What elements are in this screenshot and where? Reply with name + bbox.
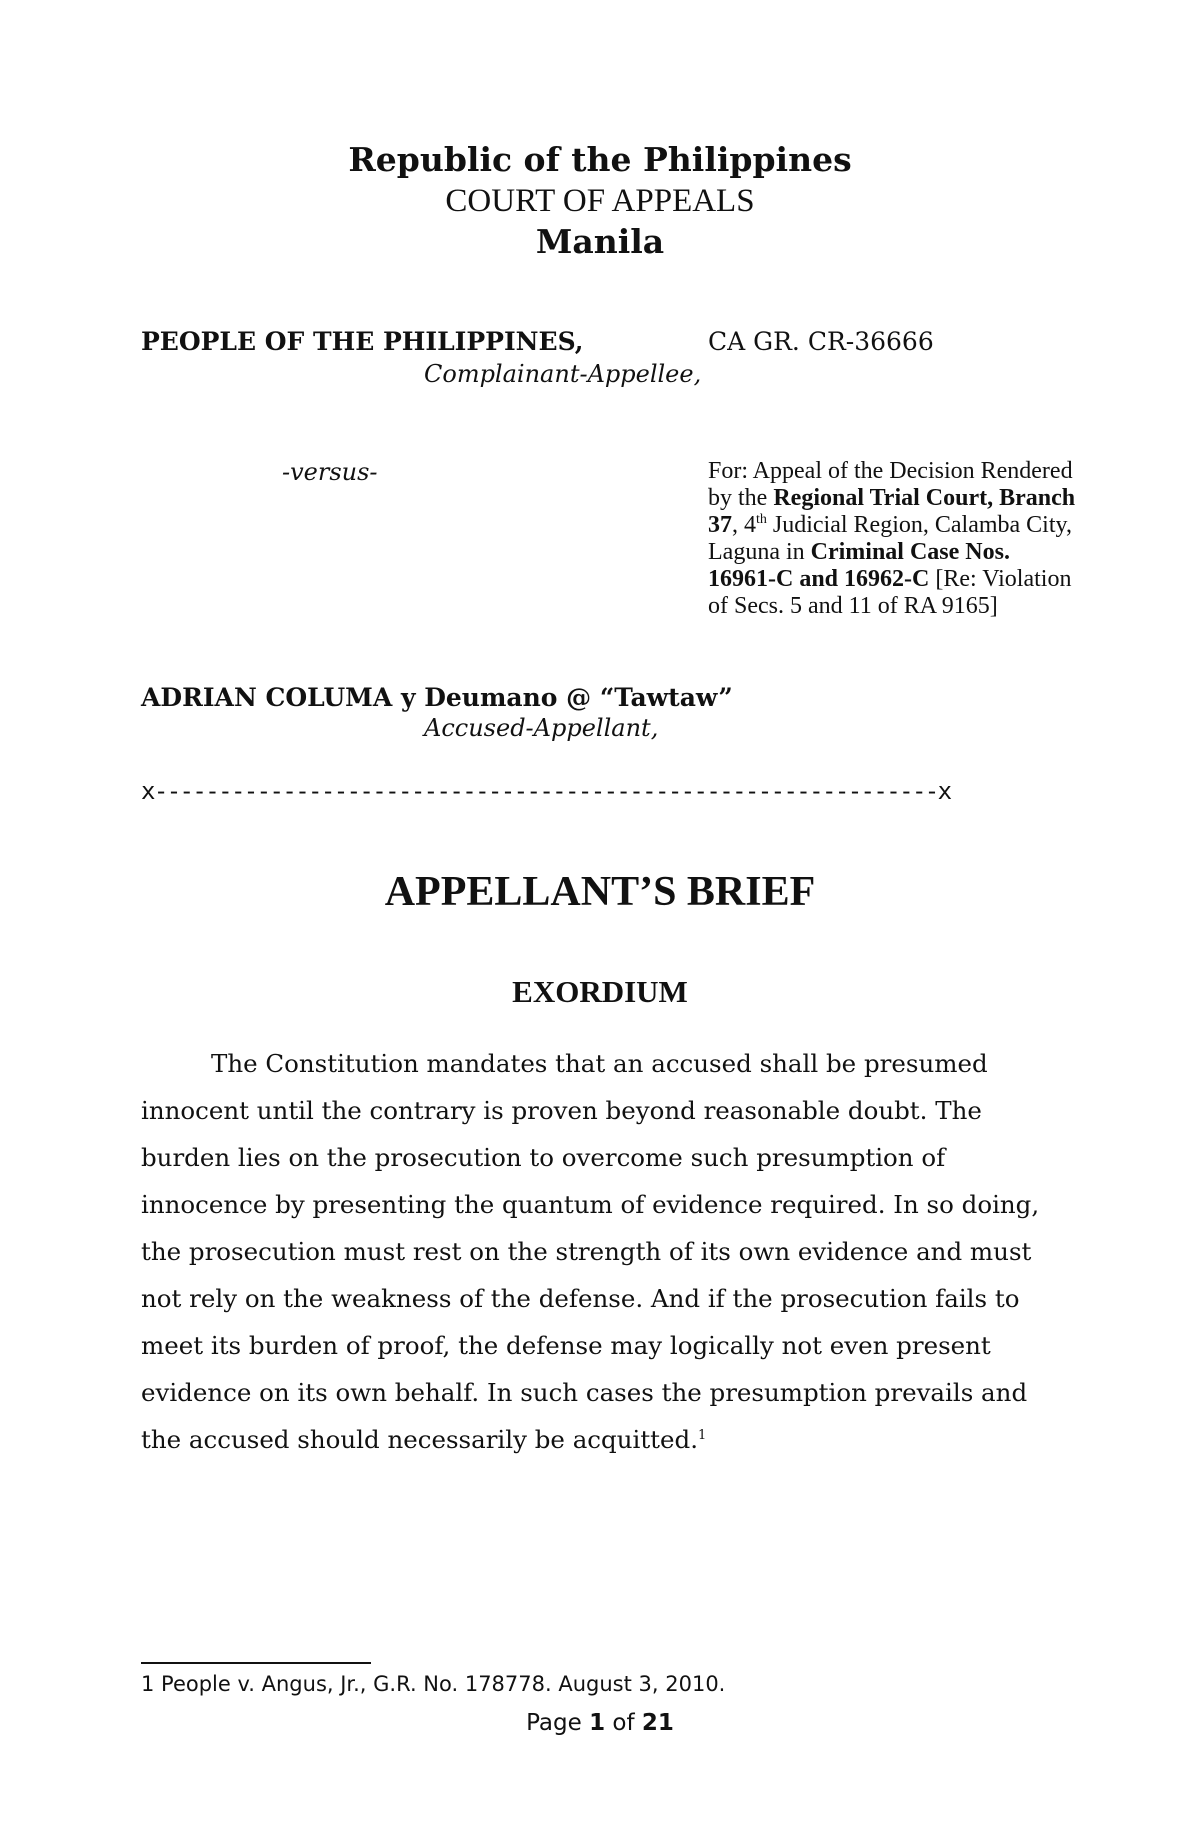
accused-role: Accused-Appellant, [424, 714, 659, 742]
versus-label: -versus- [282, 458, 378, 486]
appeal-description [708, 458, 1078, 620]
footnote-reference: 1 [698, 1427, 707, 1443]
appeal-text-2: , 4 [732, 512, 756, 538]
document-title: APPELLANT’S BRIEF [384, 869, 816, 915]
exordium-text: The Constitution mandates that an accused shall be presumed innocent until the contrary is proven beyond reasonable doubt. The burden lies on the prosecution to overcome such presumption of innocence by presenting the quantum of evidence required. In so doing, the prosecution must rest on the strength of its own evidence and must not rely on the weakness of the defense. And if the prosecution fails to meet its burden of proof, the defense may logically not even present evidence on its own behalf. In such cases the presumption prevails and the accused should necessarily be acquitted. [141, 1049, 1040, 1454]
page-of: of [612, 1710, 635, 1736]
footnote-text: 1 People v. Angus, Jr., G.R. No. 178778. August 3, 2010. [141, 1672, 726, 1696]
plaintiff-name: PEOPLE OF THE PHILIPPINES, [141, 327, 584, 356]
court-header-city: Manila [535, 222, 665, 261]
appeal-text-3: Judicial Region, Calamba City, Laguna in [708, 512, 1072, 565]
appeal-case-numbers: Criminal Case Nos. 16961-C and 16962-C [708, 539, 1010, 592]
page-number [0, 1710, 1200, 1736]
plaintiff-role: Complainant-Appellee, [424, 360, 702, 388]
appeal-text-1: For: Appeal of the Decision Rendered by the [708, 458, 1073, 511]
appeal-text-4: [Re: Violation of Secs. 5 and 11 of RA 9165] [708, 566, 1072, 619]
court-header-court: COURT OF APPEALS [445, 183, 755, 219]
appeal-court-name: Regional Trial Court, Branch 37 [708, 485, 1076, 538]
exordium-paragraph [141, 1040, 1066, 1463]
page-label: Page [526, 1710, 582, 1736]
caption-divider: x-------------------------------------------------------------x [141, 777, 951, 805]
court-header-republic: Republic of the Philippines [348, 140, 852, 179]
page-current: 1 [589, 1710, 606, 1736]
accused-name: ADRIAN COLUMA y Deumano @ “Tawtaw” [141, 683, 733, 712]
footnote-separator [141, 1662, 371, 1664]
page-total: 21 [641, 1710, 674, 1736]
case-number: CA GR. CR-36666 [708, 327, 934, 356]
section-heading: EXORDIUM [512, 974, 688, 1009]
appeal-ordinal-suffix: th [756, 512, 767, 527]
